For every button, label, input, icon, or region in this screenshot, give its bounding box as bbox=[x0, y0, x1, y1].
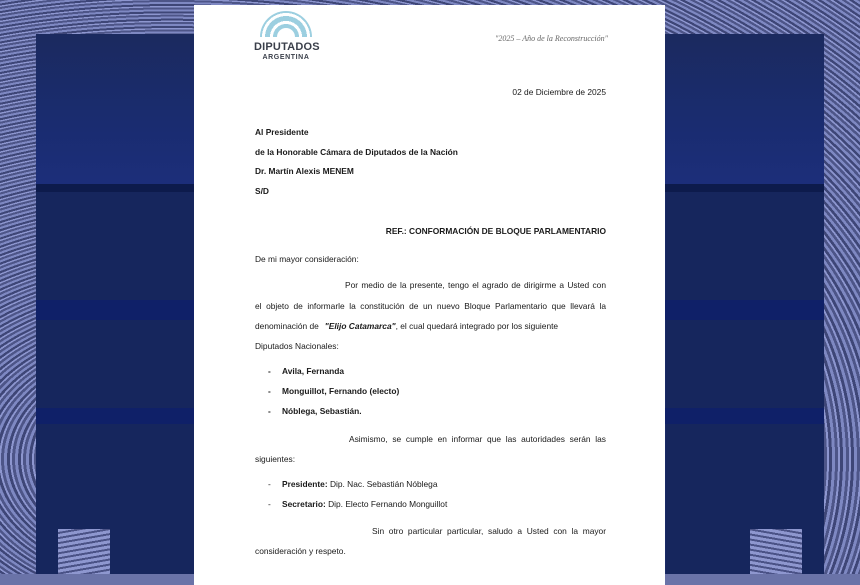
paragraph-line bbox=[255, 321, 606, 331]
paragraph-line: Diputados Nacionales: bbox=[255, 341, 339, 351]
member-item: - Nóblega, Sebastián. bbox=[268, 406, 362, 416]
logo-title: DIPUTADOS bbox=[254, 41, 320, 53]
addressee-line: S/D bbox=[255, 186, 269, 196]
background-swatch bbox=[58, 529, 110, 574]
letter-page bbox=[194, 5, 665, 585]
logo-subtitle: ARGENTINA bbox=[262, 54, 310, 61]
paragraph-line: siguientes: bbox=[255, 454, 296, 464]
addressee-line: Dr. Martín Alexis MENEM bbox=[255, 166, 354, 176]
paragraph-line: Asimismo, se cumple en informar que las autoridades serán las bbox=[349, 434, 606, 444]
paragraph-line: el objeto de informarle la constitución de un nuevo Bloque Parlamentario que llevará la bbox=[255, 301, 606, 311]
background-swatch bbox=[750, 529, 802, 574]
bloc-name: "Elijo Catamarca" bbox=[324, 321, 396, 331]
letter-date: 02 de Diciembre de 2025 bbox=[512, 87, 606, 97]
text-span bbox=[325, 321, 606, 331]
diputados-logo bbox=[254, 11, 318, 61]
paragraph-line: consideración y respeto. bbox=[255, 546, 346, 556]
rainbow-arc-icon bbox=[260, 11, 312, 37]
paragraph-line: Sin otro particular particular, saludo a Usted con la mayor bbox=[372, 526, 606, 536]
authority-item: - Presidente: Dip. Nac. Sebastián Nóblega bbox=[268, 479, 438, 489]
background-block bbox=[666, 192, 824, 574]
paragraph-line: Por medio de la presente, tengo el agrado de dirigirme a Usted con bbox=[345, 280, 606, 290]
salutation: De mi mayor consideración: bbox=[255, 254, 359, 264]
text-span: , el cual quedará integrado por los siguiente bbox=[395, 321, 559, 331]
text-span: denominación de bbox=[255, 321, 319, 331]
header-motto: "2025 – Año de la Reconstrucción" bbox=[495, 34, 608, 43]
authority-item: - Secretario: Dip. Electo Fernando Monguillot bbox=[268, 499, 448, 509]
member-item: - Monguillot, Fernando (electo) bbox=[268, 386, 400, 396]
reference-line: REF.: CONFORMACIÓN DE BLOQUE PARLAMENTARIO bbox=[385, 226, 606, 236]
background-block bbox=[36, 192, 194, 574]
addressee-line: de la Honorable Cámara de Diputados de la Nación bbox=[255, 147, 458, 157]
member-item: - Avila, Fernanda bbox=[268, 366, 345, 376]
addressee-line: Al Presidente bbox=[255, 127, 309, 137]
